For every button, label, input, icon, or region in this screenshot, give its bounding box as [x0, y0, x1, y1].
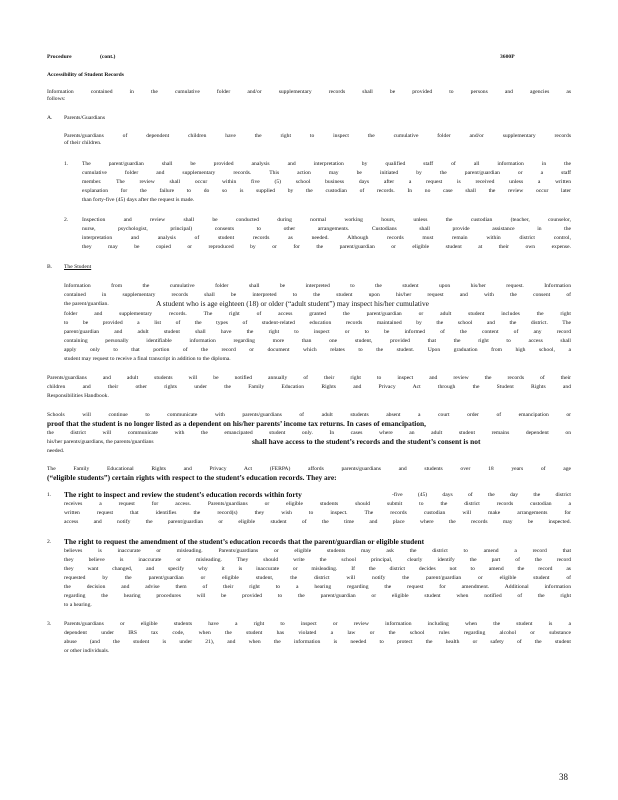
page-number: 38 — [559, 772, 568, 782]
list-number: 3. — [47, 621, 52, 627]
paragraph-line: Parents/guardians and adult students will be notified annually of their right to inspect and review the records of their — [47, 375, 571, 381]
list-line: they want changed, and specify why it is inaccurate or misleading. If the district decides not to amend the record as — [64, 566, 571, 572]
list-tail: -five (45) days of the day the district — [392, 492, 571, 498]
list-line: member. The review shall occur within five (5) school business days after a request is received unless a written — [82, 179, 571, 185]
list-line: believes is inaccurate or misleading. Parents/guardians or eligible students may ask the district to amend a record that — [64, 548, 571, 554]
paragraph-line: parent/guardian and adult student shall have the right to inspect or to be informed of the content of any record — [64, 329, 571, 335]
list-line: dependent under IRS tax code, when the student has violated a law or the school rules regarding alcohol or substance — [64, 630, 571, 636]
paragraph-line: of their children. — [64, 140, 102, 146]
paragraph-emphasis: shall have access to the student’s records and the student’s consent is not — [252, 438, 481, 446]
list-line: abuse (and the student is under 21), and when the information is needed to protect the health or safety of the student — [64, 639, 571, 645]
intro-line: follows: — [47, 96, 66, 102]
section-b-heading: The Student — [64, 264, 92, 270]
list-line: they believe is inaccurate or misleading. They should write the school principal, clearly identify the part of the record — [64, 557, 571, 563]
list-line: cumulative folder and supplementary records. This action may be initiated by the parent/guardian or a staff — [82, 170, 571, 176]
paragraph-emphasis: (“eligible students”) certain rights with respect to the student’s education records. They are: — [47, 474, 337, 482]
paragraph-line: Responsibilities Handbook. — [47, 393, 109, 399]
list-line: Inspection and review shall be conducted during normal working hours, unless the custodian (teacher, counselor, — [82, 217, 571, 223]
list-number: 2. — [47, 539, 52, 545]
list-line: receives a request for access. Parents/guardians or eligible students should submit to the district records custodian a — [64, 501, 571, 507]
paragraph-fragment: the parent/guardian. — [64, 301, 109, 307]
header-cont: (cont.) — [100, 54, 116, 60]
list-line: written request that identifies the record(s) they wish to inspect. The records custodian will make arrangements for — [64, 510, 571, 516]
list-line: nurse, psychologist, principal) consents to other arrangements. Custodians shall provide assistance in the — [82, 226, 571, 232]
paragraph-line: the district will communicate with the emancipated student only. In cases where an adult student remains dependent on — [47, 430, 571, 436]
list-number: 2. — [64, 217, 69, 223]
section-title: Accessibility of Student Records — [47, 72, 124, 78]
list-lead: The right to inspect and review the student’s education records within forty — [64, 491, 302, 499]
paragraph-fragment: his/her parents/guardians, the parents/guardians — [47, 439, 154, 445]
paragraph-line: contained in supplementary records shall be interpreted to the student upon his/her request and with the consent of — [64, 292, 571, 298]
list-line: than forty-five (45) days after the request is made. — [82, 197, 195, 203]
paragraph-line: Schools will continue to communicate with parents/guardians of adult students absent a court order of emancipation or — [47, 412, 571, 418]
section-a-marker: A. — [47, 115, 53, 121]
paragraph-line: needed. — [47, 448, 65, 454]
list-line: Parents/guardians or eligible students have a right to inspect or review information including when the student is a — [64, 621, 571, 627]
list-number: 1. — [47, 492, 52, 498]
section-a-heading: Parents/Guardians — [64, 115, 106, 121]
paragraph-line: containing personally identifiable information regarding more than one student, provided that the right to access shall — [64, 338, 571, 344]
list-line: requested by the parent/guardian or eligible student, the district will notify the parent/guardian or eligible student of — [64, 575, 571, 581]
paragraph-line: student may request to receive a final transcript in addition to the diploma. — [64, 356, 231, 362]
intro-line: Information contained in the cumulative folder and/or supplementary records shall be provided to persons and agencies as — [47, 89, 571, 95]
paragraph-line: The Family Educational Rights and Privacy Act (FERPA) affords parents/guardians and students over 18 years of age — [47, 466, 571, 472]
list-number: 1. — [64, 161, 69, 167]
paragraph-emphasis: A student who is age eighteen (18) or older (“adult student”) may inspect his/her cumulative — [156, 300, 429, 308]
list-line: to a hearing. — [64, 602, 92, 608]
list-lead: The right to request the amendment of the student’s education records that the parent/guardian or eligible student — [64, 538, 425, 546]
paragraph-line: folder and supplementary records. The right of access granted the parent/guardian or adult student includes the right — [64, 311, 571, 317]
paragraph-line: to be provided a list of the types of student-related education records maintained by the school and the district. The — [64, 320, 571, 326]
list-line: explanation for the failure to do so is supplied by the custodian of records. In no case shall the review occur later — [82, 188, 571, 194]
list-line: access and notify the parent/guardian or eligible student of the time and place where the records may be inspected. — [64, 519, 571, 525]
list-line: regarding the hearing procedures will be provided to the parent/guardian or eligible student when notified of the right — [64, 593, 571, 599]
paragraph-line: Information from the cumulative folder shall be interpreted to the student upon his/her request. Information — [64, 283, 571, 289]
list-line: or other individuals. — [64, 648, 110, 654]
paragraph-emphasis: proof that the student is no longer listed as a dependent on his/her parents’ income tax returns. In cases of emancipation, — [47, 420, 426, 428]
list-line: The parent/guardian shall be provided analysis and interpretation by qualified staff of all information in the — [82, 161, 571, 167]
paragraph-line: Parents/guardians of dependent children have the right to inspect the cumulative folder and/or supplementary records — [64, 133, 571, 139]
list-line: interpretation and analysis of student records as needed. Although records must remain within district control, — [82, 235, 571, 241]
header-code: 3600P — [500, 54, 515, 60]
paragraph-line: apply only to that portion of the record or document which relates to the student. Upon graduation from high school, a — [64, 347, 571, 353]
header-procedure: Procedure — [47, 54, 72, 60]
paragraph-line: children and their other rights under the Family Education Rights and Privacy Act through the Student Rights and — [47, 384, 571, 390]
list-line: they may be copied or reproduced by or for the parent/guardian or eligible student at their own expense. — [82, 244, 571, 250]
section-b-marker: B. — [47, 264, 53, 270]
list-line: the decision and advise them of their right to a hearing regarding the request for amendment. Additional information — [64, 584, 571, 590]
